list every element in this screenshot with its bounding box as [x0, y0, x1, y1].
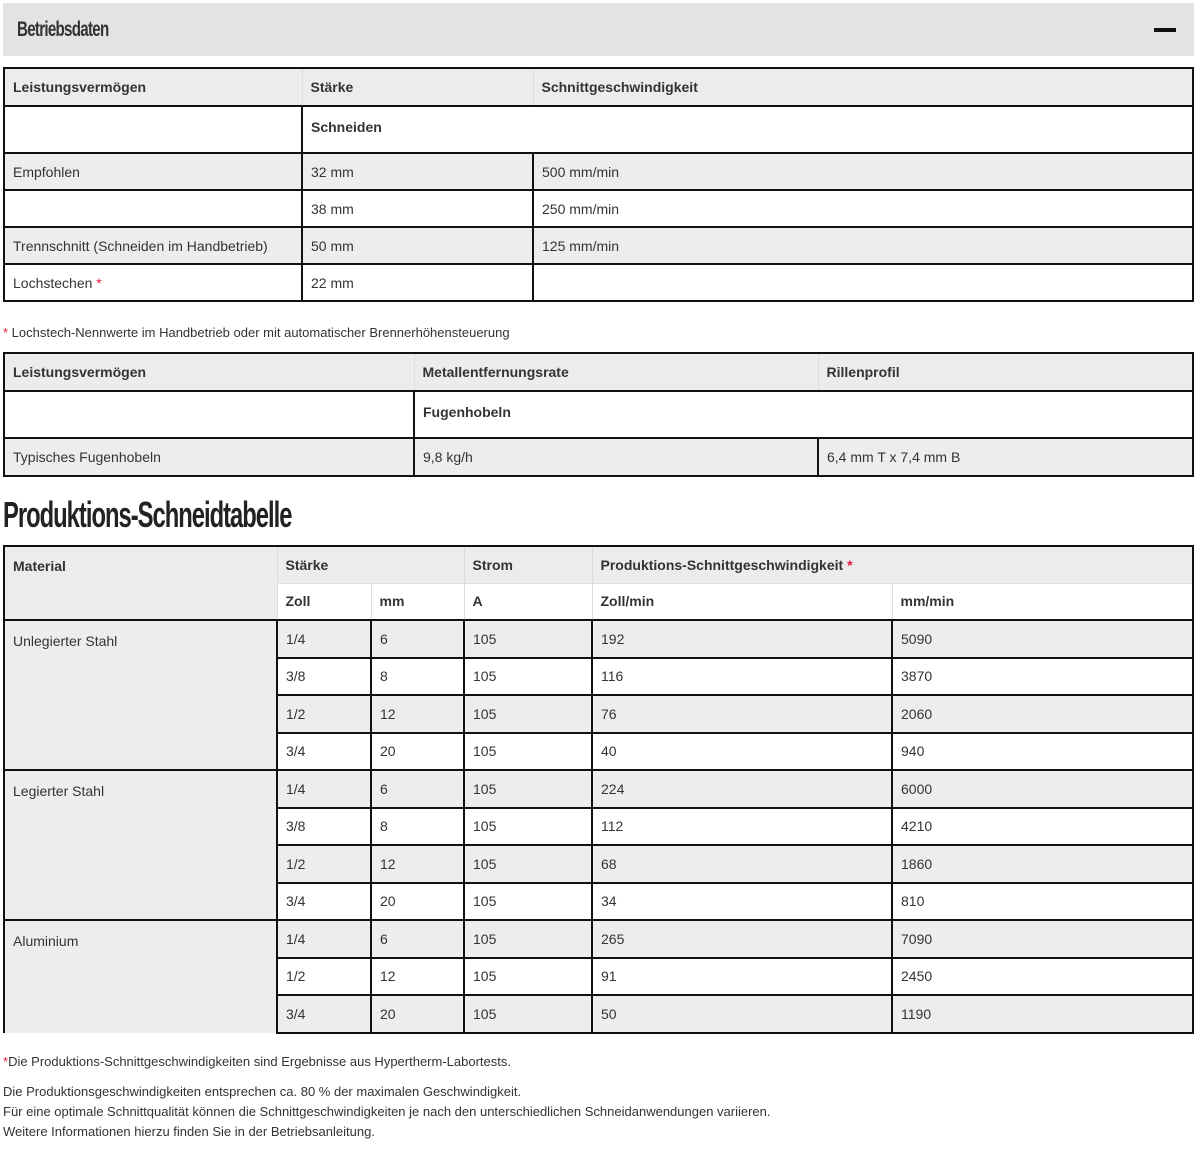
speed-inch-cell: 34	[592, 883, 892, 921]
speed-inch-cell: 76	[592, 695, 892, 733]
header-cell: Schnittgeschwindigkeit	[533, 68, 1193, 106]
table-header-row	[4, 546, 1193, 583]
header-speed-text: Produktions-Schnittgeschwindigkeit	[600, 556, 844, 573]
accordion-title: Betriebsdaten	[17, 18, 109, 41]
speed-cell	[533, 264, 1193, 301]
speed-mm-cell: 2060	[892, 695, 1193, 733]
amps-cell: 105	[464, 808, 592, 846]
table-row	[4, 190, 1193, 227]
amps-cell: 105	[464, 770, 592, 808]
row-label-text: Lochstechen	[13, 274, 93, 291]
thickness-cell: 32 mm	[302, 153, 533, 190]
table-row	[4, 920, 1193, 958]
amps-cell: 105	[464, 883, 592, 921]
minus-icon[interactable]	[1154, 28, 1176, 32]
amps-cell: 105	[464, 733, 592, 771]
speed-cell: 125 mm/min	[533, 227, 1193, 264]
inch-cell: 1/2	[277, 695, 371, 733]
header-cell: Stärke	[302, 68, 533, 106]
row-label: Trennschnitt (Schneiden im Handbetrieb)	[4, 227, 302, 264]
speed-mm-cell: 5090	[892, 620, 1193, 658]
thickness-cell: 22 mm	[302, 264, 533, 301]
amps-cell: 105	[464, 920, 592, 958]
speed-mm-cell: 940	[892, 733, 1193, 771]
speed-mm-cell: 810	[892, 883, 1193, 921]
subheader-mm: mm	[371, 583, 464, 620]
speed-mm-cell: 4210	[892, 808, 1193, 846]
row-label	[4, 190, 302, 227]
speed-inch-cell: 265	[592, 920, 892, 958]
mm-cell: 6	[371, 620, 464, 658]
thickness-cell: 38 mm	[302, 190, 533, 227]
mm-cell: 6	[371, 770, 464, 808]
empty-cell	[4, 106, 302, 153]
speed-inch-cell: 68	[592, 845, 892, 883]
note-marker: *	[3, 325, 9, 340]
header-cell: Leistungsvermögen	[4, 353, 414, 391]
amps-cell: 105	[464, 845, 592, 883]
table-row	[4, 264, 1193, 301]
speed-mm-cell: 1190	[892, 995, 1193, 1033]
mm-cell: 12	[371, 845, 464, 883]
mm-cell: 12	[371, 695, 464, 733]
mm-cell: 20	[371, 733, 464, 771]
row-label: Empfohlen	[4, 153, 302, 190]
inch-cell: 1/4	[277, 920, 371, 958]
header-material: Material	[4, 546, 277, 620]
section-row	[4, 106, 1193, 153]
amps-cell: 105	[464, 620, 592, 658]
speed-inch-cell: 112	[592, 808, 892, 846]
subheader-inch-per-min: Zoll/min	[592, 583, 892, 620]
amps-cell: 105	[464, 958, 592, 996]
accordion-header-betriebsdaten[interactable]	[3, 3, 1194, 56]
mm-cell: 8	[371, 808, 464, 846]
table-header-row	[4, 68, 1193, 106]
header-cell: Leistungsvermögen	[4, 68, 302, 106]
speed-mm-cell: 6000	[892, 770, 1193, 808]
inch-cell: 3/8	[277, 808, 371, 846]
inch-cell: 3/4	[277, 733, 371, 771]
required-marker: *	[847, 556, 853, 573]
header-thickness: Stärke	[277, 546, 464, 583]
mm-cell: 8	[371, 658, 464, 696]
mm-cell: 20	[371, 883, 464, 921]
material-cell: Unlegierter Stahl	[4, 620, 277, 770]
section-row	[4, 391, 1193, 438]
subheader-mm-per-min: mm/min	[892, 583, 1193, 620]
production-note: Weitere Informationen hierzu finden Sie in der Betriebsanleitung.	[3, 1124, 375, 1139]
mm-cell: 12	[371, 958, 464, 996]
row-label	[4, 264, 302, 301]
inch-cell: 1/4	[277, 770, 371, 808]
required-marker: *	[96, 274, 102, 291]
speed-cell: 250 mm/min	[533, 190, 1193, 227]
rate-cell: 9,8 kg/h	[414, 438, 818, 476]
thickness-cell: 50 mm	[302, 227, 533, 264]
header-speed	[592, 546, 1193, 583]
table-row	[4, 438, 1193, 476]
table-row	[4, 770, 1193, 808]
inch-cell: 1/2	[277, 958, 371, 996]
material-cell: Legierter Stahl	[4, 770, 277, 920]
production-cut-table	[3, 545, 1194, 1034]
amps-cell: 105	[464, 695, 592, 733]
inch-cell: 3/4	[277, 883, 371, 921]
speed-inch-cell: 91	[592, 958, 892, 996]
production-footnote	[3, 1054, 511, 1069]
production-heading: Produktions-Schneidtabelle	[3, 494, 292, 535]
footnote-marker: *	[3, 1054, 9, 1069]
profile-cell: 6,4 mm T x 7,4 mm B	[818, 438, 1193, 476]
amps-cell: 105	[464, 995, 592, 1033]
speed-inch-cell: 116	[592, 658, 892, 696]
table-row	[4, 227, 1193, 264]
table-row	[4, 153, 1193, 190]
header-cell: Metallentfernungsrate	[414, 353, 818, 391]
footnote-text: Die Produktions-Schnittgeschwindigkeiten sind Ergebnisse aus Hypertherm-Labortests.	[8, 1054, 511, 1069]
piercing-note	[3, 325, 510, 340]
section-label: Schneiden	[302, 106, 1193, 153]
speed-mm-cell: 1860	[892, 845, 1193, 883]
inch-cell: 3/8	[277, 658, 371, 696]
mm-cell: 20	[371, 995, 464, 1033]
header-cell: Rillenprofil	[818, 353, 1193, 391]
speed-mm-cell: 3870	[892, 658, 1193, 696]
amps-cell: 105	[464, 658, 592, 696]
speed-mm-cell: 2450	[892, 958, 1193, 996]
speed-mm-cell: 7090	[892, 920, 1193, 958]
row-label: Typisches Fugenhobeln	[4, 438, 414, 476]
production-note: Die Produktionsgeschwindigkeiten entsprechen ca. 80 % der maximalen Geschwindigkeit.	[3, 1084, 522, 1099]
subheader-inch: Zoll	[277, 583, 371, 620]
empty-cell	[4, 391, 414, 438]
speed-cell: 500 mm/min	[533, 153, 1193, 190]
section-label: Fugenhobeln	[414, 391, 1193, 438]
table-row	[4, 620, 1193, 658]
gouging-capacity-table	[3, 352, 1194, 477]
subheader-amps: A	[464, 583, 592, 620]
material-cell: Aluminium	[4, 920, 277, 1033]
speed-inch-cell: 192	[592, 620, 892, 658]
cutting-capacity-table	[3, 67, 1194, 302]
speed-inch-cell: 224	[592, 770, 892, 808]
speed-inch-cell: 50	[592, 995, 892, 1033]
inch-cell: 1/4	[277, 620, 371, 658]
production-table-body	[4, 620, 1193, 1033]
header-current: Strom	[464, 546, 592, 583]
speed-inch-cell: 40	[592, 733, 892, 771]
inch-cell: 1/2	[277, 845, 371, 883]
note-text: Lochstech-Nennwerte im Handbetrieb oder mit automatischer Brennerhöhensteuerung	[8, 325, 510, 340]
production-note: Für eine optimale Schnittqualität können die Schnittgeschwindigkeiten je nach den unterschiedlichen Schneidanwendungen variieren.	[3, 1104, 771, 1119]
inch-cell: 3/4	[277, 995, 371, 1033]
mm-cell: 6	[371, 920, 464, 958]
table-header-row	[4, 353, 1193, 391]
